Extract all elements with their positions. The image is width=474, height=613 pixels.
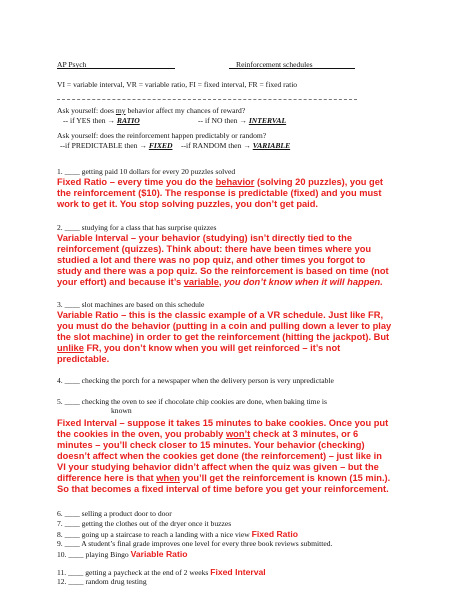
item-1-answer-line-2: the reinforcement ($10). The response is predictable (fixed) and you must bbox=[57, 188, 382, 198]
item-1: 1. ____ getting paid 10 dollars for every 20 puzzles solved bbox=[57, 167, 236, 176]
ask-random: --if RANDOM then → VARIABLE bbox=[181, 141, 291, 150]
item-3-answer-line-4: unlike FR, you don’t know when you will get reinforced – it’s not bbox=[57, 343, 341, 353]
ask-predictable: --if PREDICTABLE then → FIXED bbox=[60, 141, 173, 150]
item-5: 5. ____ checking the oven to see if chocolate chip cookies are done, when baking time is bbox=[57, 397, 327, 406]
item-2-answer-line-1: Variable Interval – your behavior (studying) isn’t directly tied to the bbox=[57, 233, 352, 243]
item-1-answer-line-1: Fixed Ratio – every time you do the behavior (solving 20 puzzles), you get bbox=[57, 177, 383, 187]
item-5-answer-line-2: the cookies in the oven, you probably won’t check at 3 minutes, or 6 bbox=[57, 429, 359, 439]
header-underline-right bbox=[229, 68, 355, 69]
item-4: 4. ____ checking the porch for a newspaper when the delivery person is very unpredictable bbox=[57, 376, 334, 385]
item-11-answer: Fixed Interval bbox=[210, 567, 266, 577]
item-1-answer-line-3: work to get it. You stop solving puzzles, you don’t get paid. bbox=[57, 199, 319, 209]
item-2-answer-line-4: study and there was a pop quiz. So the reinforcement is based on time (not bbox=[57, 266, 389, 276]
item-10-answer: Variable Ratio bbox=[130, 549, 188, 559]
item-3-answer-line-3: the slot machine) in order to get the reinforcement (hitting the jackpot). But bbox=[57, 332, 390, 342]
item-2-answer-line-3: studied a lot and there was no pop quiz, and other times you forgot to bbox=[57, 255, 366, 265]
item-2-answer-line-2: reinforcement (quizzes). Think about: there have been times where you bbox=[57, 244, 372, 254]
item-10: 10. ____ playing Bingo Variable Ratio bbox=[57, 549, 188, 559]
item-2: 2. ____ studying for a class that has surprise quizzes bbox=[57, 223, 217, 232]
item-5-answer-line-7: So that becomes a fixed interval of time before you get your reinforcement. bbox=[57, 484, 389, 494]
item-11: 11. ____ getting a paycheck at the end of 2 weeks Fixed Interval bbox=[57, 567, 266, 577]
ask-behavior-yes: -- if YES then → RATIO bbox=[63, 116, 140, 125]
schedule-key: VI = variable interval, VR = variable ratio, FI = fixed interval, FR = fixed ratio bbox=[57, 80, 298, 89]
item-8-answer: Fixed Ratio bbox=[251, 529, 298, 539]
header-underline-left bbox=[57, 68, 175, 69]
header-title: Reinforcement schedules bbox=[236, 60, 313, 69]
item-5-answer-line-5: VI your studying behavior didn’t affect when the quiz was given – but the bbox=[57, 462, 379, 472]
item-7: 7. ____ getting the clothes out of the dryer once it buzzes bbox=[57, 519, 232, 528]
item-3-answer-line-1: Variable Ratio – this is the classic example of a VR schedule. Just like FR, bbox=[57, 310, 384, 320]
item-8: 8. ____ going up a staircase to reach a landing with a nice view Fixed Ratio bbox=[57, 529, 298, 539]
item-5-continued: known bbox=[111, 406, 132, 415]
header-course: AP Psych bbox=[57, 60, 87, 69]
item-5-answer-line-4: doesn’t affect when the cookies get done (the reinforcement) – just like in bbox=[57, 451, 382, 461]
item-6: 6. ____ selling a product door to door bbox=[57, 509, 172, 518]
ask-behavior-question: Ask yourself: does my behavior affect my chances of reward? bbox=[57, 106, 246, 115]
item-3: 3. ____ slot machines are based on this schedule bbox=[57, 300, 205, 309]
item-3-answer-line-2: you must do the behavior (putting in a coin and pulling down a lever to play bbox=[57, 321, 392, 331]
divider-dashed bbox=[57, 99, 357, 100]
item-9: 9. ____ A student’s final grade improves one level for every three book reviews submitted. bbox=[57, 539, 333, 548]
item-5-answer-line-6: difference here is that when you’ll get the reinforcement is known (15 min.). bbox=[57, 473, 391, 483]
item-12: 12. ____ random drug testing bbox=[57, 577, 147, 586]
ask-behavior-no: -- if NO then → INTERVAL bbox=[198, 116, 287, 125]
item-2-answer-line-5: your effort) and because it’s variable, you don’t know when it will happen. bbox=[57, 277, 383, 287]
item-5-answer-line-1: Fixed Interval – suppose it takes 15 minutes to bake cookies. Once you put bbox=[57, 418, 389, 428]
item-3-answer-line-5: predictable. bbox=[57, 354, 110, 364]
ask-predictability-question: Ask yourself: does the reinforcement happen predictably or random? bbox=[57, 131, 267, 140]
item-5-answer-line-3: minutes – you’ll check closer to 15 minutes. Your behavior (checking) bbox=[57, 440, 365, 450]
